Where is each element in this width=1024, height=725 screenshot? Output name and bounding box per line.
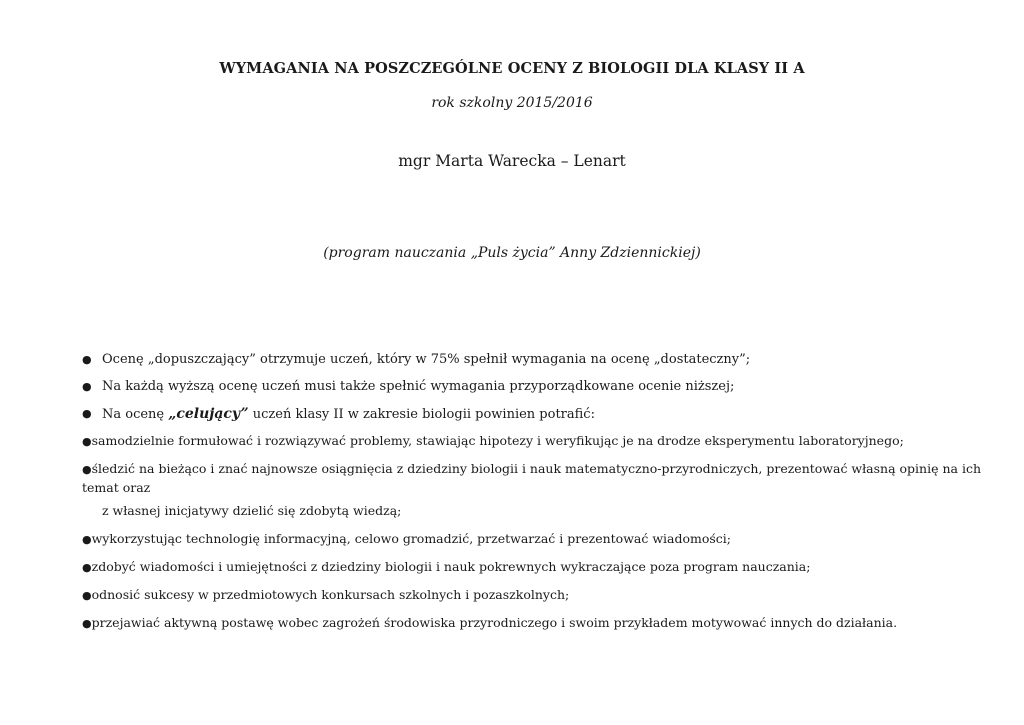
rule-text: Ocenę „dopuszczający” otrzymuje uczeń, który w 75% spełnił wymagania na ocenę „dostateczny”;: [102, 352, 751, 367]
skill-text-continuation: z własnej inicjatywy dzielić się zdobytą wiedzą;: [102, 503, 402, 518]
bullet-icon: ●: [82, 435, 92, 448]
curriculum-program: (program nauczania „Puls życia” Anny Zdziennickiej): [323, 245, 701, 261]
rule-prefix: Na ocenę: [102, 407, 169, 422]
bullet-icon: ●: [82, 617, 92, 630]
list-item: [82, 530, 982, 549]
skill-text: przejawiać aktywną postawę wobec zagrożeń środowiska przyrodniczego i swoim przykładem motywować innych do działania.: [91, 615, 898, 630]
skill-text: śledzić na bieżąco i znać najnowsze osiągnięcia z dziedziny biologii i nauk matematyczno-przyrodniczych, prezentować własną opinię na ich temat oraz: [82, 461, 981, 495]
list-item: [82, 405, 750, 432]
list-item: [82, 432, 982, 451]
bullet-icon: ●: [82, 380, 92, 393]
bullet-icon: ●: [82, 589, 92, 602]
author-name: mgr Marta Warecka – Lenart: [398, 152, 626, 170]
skill-text: odnosić sukcesy w przedmiotowych konkursach szkolnych i pozaszkolnych;: [91, 587, 570, 602]
grading-rules-list: [82, 351, 750, 432]
skill-text: zdobyć wiadomości i umiejętności z dziedziny biologii i nauk pokrewnych wykraczające poza program nauczania;: [91, 559, 811, 574]
list-item: [82, 586, 982, 605]
bullet-icon: ●: [82, 353, 92, 366]
list-item: [82, 558, 982, 577]
rule-suffix: uczeń klasy II w zakresie biologii powinien potrafić:: [248, 407, 595, 422]
rule-text: Na każdą wyższą ocenę uczeń musi także spełnić wymagania przyporządkowane ocenie niższej;: [102, 379, 735, 394]
skill-text: wykorzystując technologię informacyjną, celowo gromadzić, przetwarzać i prezentować wiadomości;: [91, 531, 732, 546]
list-item: [82, 378, 750, 405]
school-year: rok szkolny 2015/2016: [431, 95, 593, 111]
list-item: [82, 614, 982, 633]
bullet-icon: ●: [82, 561, 92, 574]
skill-text: samodzielnie formułować i rozwiązywać problemy, stawiając hipotezy i weryfikując je na drodze eksperymentu laboratoryjnego;: [91, 433, 904, 448]
list-item: [82, 460, 982, 520]
bullet-icon: ●: [82, 407, 92, 420]
skills-list: [82, 432, 982, 642]
bullet-icon: ●: [82, 533, 92, 546]
rule-text: [102, 405, 595, 424]
grade-name: „celujący”: [168, 406, 249, 422]
list-item: [82, 351, 750, 378]
bullet-icon: ●: [82, 463, 92, 476]
document-title: WYMAGANIA NA POSZCZEGÓLNE OCENY Z BIOLOGII DLA KLASY II A: [219, 60, 805, 77]
